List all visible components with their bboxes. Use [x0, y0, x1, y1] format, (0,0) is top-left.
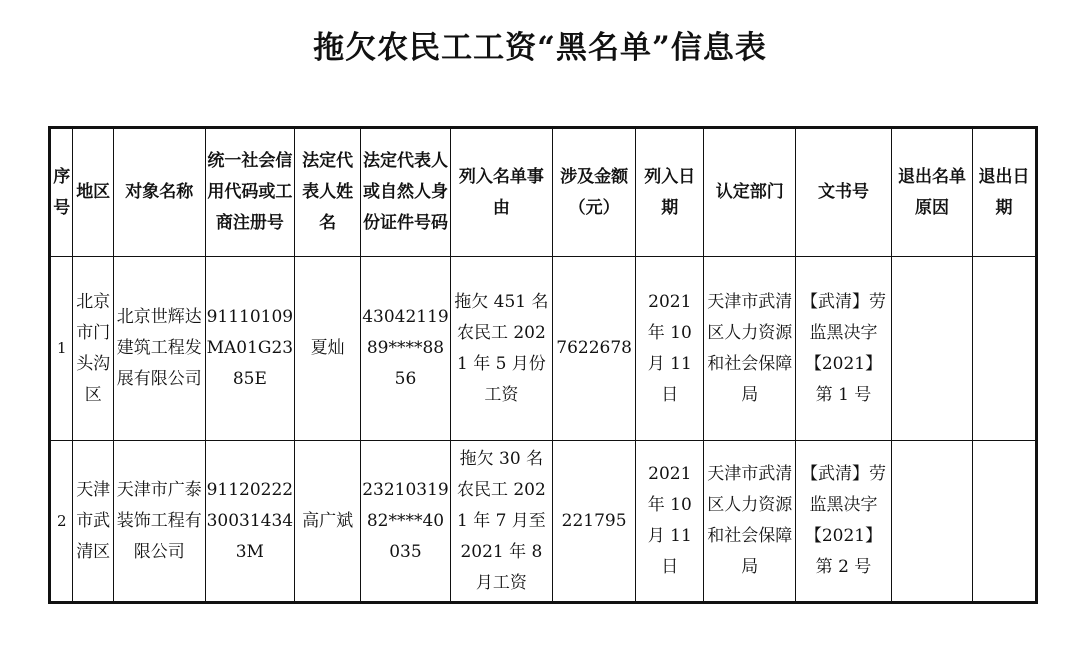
cell-document-no: 【武清】劳监黑决字【2021】第 1 号 — [796, 257, 892, 441]
cell-exit-reason — [891, 257, 972, 441]
cell-id-number: 4304211989****8856 — [361, 257, 451, 441]
cell-department: 天津市武清区人力资源和社会保障局 — [704, 441, 796, 603]
cell-name: 北京世辉达建筑工程发展有限公司 — [113, 257, 205, 441]
cell-legal-rep: 高广斌 — [295, 441, 361, 603]
cell-amount: 7622678 — [553, 257, 636, 441]
cell-id-number: 2321031982****40035 — [361, 441, 451, 603]
cell-legal-rep: 夏灿 — [295, 257, 361, 441]
cell-document-no: 【武清】劳监黑决字【2021】第 2 号 — [796, 441, 892, 603]
header-credit-code: 统一社会信用代码或工商注册号 — [205, 128, 295, 257]
header-list-date: 列入日期 — [636, 128, 704, 257]
cell-reason: 拖欠 451 名农民工 2021 年 5 月份工资 — [450, 257, 552, 441]
header-reason: 列入名单事由 — [450, 128, 552, 257]
header-amount: 涉及金额（元） — [553, 128, 636, 257]
header-id-number: 法定代表人或自然人身份证件号码 — [361, 128, 451, 257]
header-area: 地区 — [73, 128, 114, 257]
cell-seq: 2 — [50, 441, 73, 603]
cell-credit-code: 91110109MA01G2385E — [205, 257, 295, 441]
cell-department: 天津市武清区人力资源和社会保障局 — [704, 257, 796, 441]
cell-seq: 1 — [50, 257, 73, 441]
header-legal-rep: 法定代表人姓名 — [295, 128, 361, 257]
table-row — [50, 257, 1037, 441]
header-exit-reason: 退出名单原因 — [891, 128, 972, 257]
cell-exit-date — [972, 257, 1036, 441]
header-name: 对象名称 — [113, 128, 205, 257]
header-department: 认定部门 — [704, 128, 796, 257]
cell-list-date: 2021 年 10 月 11 日 — [636, 257, 704, 441]
header-document-no: 文书号 — [796, 128, 892, 257]
cell-exit-reason — [891, 441, 972, 603]
cell-reason: 拖欠 30 名农民工 2021 年 7 月至 2021 年 8 月工资 — [450, 441, 552, 603]
header-exit-date: 退出日期 — [972, 128, 1036, 257]
cell-credit-code: 91120222300314343M — [205, 441, 295, 603]
table-row — [50, 441, 1037, 603]
blacklist-table — [48, 126, 1038, 604]
cell-area: 天津市武清区 — [73, 441, 114, 603]
cell-amount: 221795 — [553, 441, 636, 603]
cell-name: 天津市广泰装饰工程有限公司 — [113, 441, 205, 603]
cell-area: 北京市门头沟区 — [73, 257, 114, 441]
header-seq: 序号 — [50, 128, 73, 257]
cell-exit-date — [972, 441, 1036, 603]
cell-list-date: 2021 年 10 月 11 日 — [636, 441, 704, 603]
page-title: 拖欠农民工工资“黑名单”信息表 — [313, 30, 767, 66]
header-row — [50, 128, 1037, 257]
